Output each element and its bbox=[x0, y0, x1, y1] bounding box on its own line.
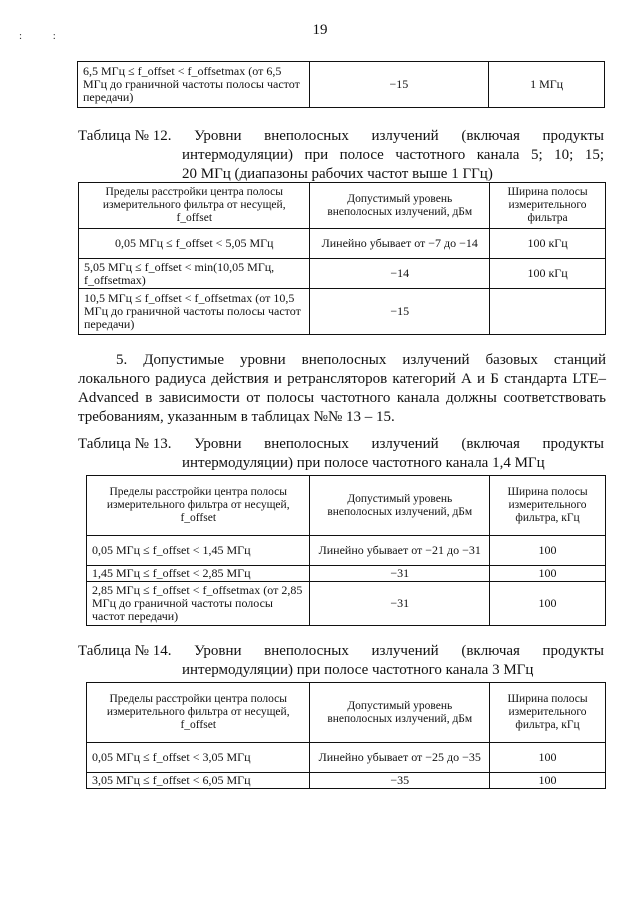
caption-word: излучений bbox=[371, 643, 439, 659]
caption-word: Уровни bbox=[194, 643, 242, 659]
table-cell: 100 bbox=[490, 566, 606, 582]
column-header: Ширина полосы измерительного фильтра, кГц bbox=[490, 683, 606, 743]
caption-word: излучений bbox=[371, 128, 439, 144]
caption-word: Таблица № 12. bbox=[78, 128, 172, 144]
table-14 bbox=[86, 682, 606, 789]
table-row bbox=[78, 62, 605, 108]
table-cell: Линейно убывает от −25 до −35 bbox=[310, 743, 490, 773]
table-row bbox=[87, 773, 606, 789]
table-cell: 6,5 МГц ≤ f_offset < f_offsetmax (от 6,5 МГц до граничной частоты полосы частот передачи) bbox=[78, 62, 310, 108]
table-14-caption bbox=[78, 642, 604, 680]
table-cell: 0,05 МГц ≤ f_offset < 1,45 МГц bbox=[87, 536, 310, 566]
table-cell: Линейно убывает от −7 до −14 bbox=[310, 229, 490, 259]
margin-marks: : : bbox=[19, 30, 70, 42]
table-row bbox=[87, 743, 606, 773]
table-cell bbox=[490, 289, 606, 335]
caption-word: (включая bbox=[461, 128, 520, 144]
table-11-continuation bbox=[77, 61, 605, 108]
column-header: Пределы расстройки центра полосы измерительного фильтра от несущей, f_offset bbox=[87, 476, 310, 536]
paragraph-5: 5. Допустимые уровни внеполосных излучений базовых станций локального радиуса действия и ретрансляторов категорий А и Б стандарта LTE–Advanced в зависимости от полосы частотного канала должны соответствовать требованиям, указанным в таблицах №№ 13 – 15. bbox=[78, 352, 606, 425]
table-cell: −35 bbox=[310, 773, 490, 789]
caption-word: продукты bbox=[542, 436, 604, 452]
caption-word: продукты bbox=[542, 643, 604, 659]
table-cell: 2,85 МГц ≤ f_offset < f_offsetmax (от 2,85 МГц до граничной частоты полосы частот передачи) bbox=[87, 582, 310, 626]
table-cell: 1 МГц bbox=[489, 62, 605, 108]
table-cell: 100 bbox=[490, 582, 606, 626]
table-row bbox=[79, 289, 606, 335]
caption-word: излучений bbox=[371, 436, 439, 452]
caption-word: (включая bbox=[461, 643, 520, 659]
column-header: Ширина полосы измерительного фильтра bbox=[490, 183, 606, 229]
table-cell: Линейно убывает от −21 до −31 bbox=[310, 536, 490, 566]
table-12 bbox=[78, 182, 606, 335]
table-cell: −31 bbox=[310, 582, 490, 626]
table-cell: 1,45 МГц ≤ f_offset < 2,85 МГц bbox=[87, 566, 310, 582]
table-row bbox=[79, 259, 606, 289]
column-header: Допустимый уровень внеполосных излучений, дБм bbox=[310, 183, 490, 229]
table-header-row bbox=[79, 183, 606, 229]
table-cell: 5,05 МГц ≤ f_offset < min(10,05 МГц, f_offsetmax) bbox=[79, 259, 310, 289]
table-cell: −15 bbox=[309, 62, 489, 108]
column-header: Допустимый уровень внеполосных излучений, дБм bbox=[310, 476, 490, 536]
table-row bbox=[87, 566, 606, 582]
table-cell: 0,05 МГц ≤ f_offset < 3,05 МГц bbox=[87, 743, 310, 773]
column-header: Пределы расстройки центра полосы измерительного фильтра от несущей, f_offset bbox=[87, 683, 310, 743]
table-cell: 100 bbox=[490, 536, 606, 566]
column-header: Допустимый уровень внеполосных излучений, дБм bbox=[310, 683, 490, 743]
caption-word: внеполосных bbox=[264, 436, 349, 452]
table-cell: −31 bbox=[310, 566, 490, 582]
table-cell: 100 bbox=[490, 743, 606, 773]
caption-line: интермодуляции) при полосе частотного канала 5; 10; 15; bbox=[182, 147, 604, 163]
table-cell: −14 bbox=[310, 259, 490, 289]
caption-line: интермодуляции) при полосе частотного канала 3 МГц bbox=[182, 662, 534, 678]
caption-word: продукты bbox=[542, 128, 604, 144]
table-cell: 0,05 МГц ≤ f_offset < 5,05 МГц bbox=[79, 229, 310, 259]
table-header-row bbox=[87, 683, 606, 743]
caption-word: внеполосных bbox=[264, 128, 349, 144]
caption-word: Таблица № 13. bbox=[78, 436, 172, 452]
caption-word: Таблица № 14. bbox=[78, 643, 172, 659]
table-cell: 100 кГц bbox=[490, 229, 606, 259]
column-header: Пределы расстройки центра полосы измерительного фильтра от несущей, f_offset bbox=[79, 183, 310, 229]
table-row bbox=[79, 229, 606, 259]
table-12-caption bbox=[78, 127, 604, 184]
table-row bbox=[87, 536, 606, 566]
table-cell: 100 bbox=[490, 773, 606, 789]
caption-word: (включая bbox=[461, 436, 520, 452]
table-header-row bbox=[87, 476, 606, 536]
table-cell: 3,05 МГц ≤ f_offset < 6,05 МГц bbox=[87, 773, 310, 789]
caption-word: внеполосных bbox=[264, 643, 349, 659]
table-cell: −15 bbox=[310, 289, 490, 335]
caption-word: Уровни bbox=[194, 128, 242, 144]
table-13-caption bbox=[78, 435, 604, 473]
caption-line: интермодуляции) при полосе частотного канала 1,4 МГц bbox=[182, 455, 545, 471]
caption-line: 20 МГц (диапазоны рабочих частот выше 1 ГГц) bbox=[182, 166, 493, 182]
table-13 bbox=[86, 475, 606, 626]
table-row bbox=[87, 582, 606, 626]
column-header: Ширина полосы измерительного фильтра, кГц bbox=[490, 476, 606, 536]
table-cell: 10,5 МГц ≤ f_offset < f_offsetmax (от 10,5 МГц до граничной частоты полосы частот передачи) bbox=[79, 289, 310, 335]
caption-word: Уровни bbox=[194, 436, 242, 452]
page-number: 19 bbox=[312, 22, 328, 38]
table-cell: 100 кГц bbox=[490, 259, 606, 289]
